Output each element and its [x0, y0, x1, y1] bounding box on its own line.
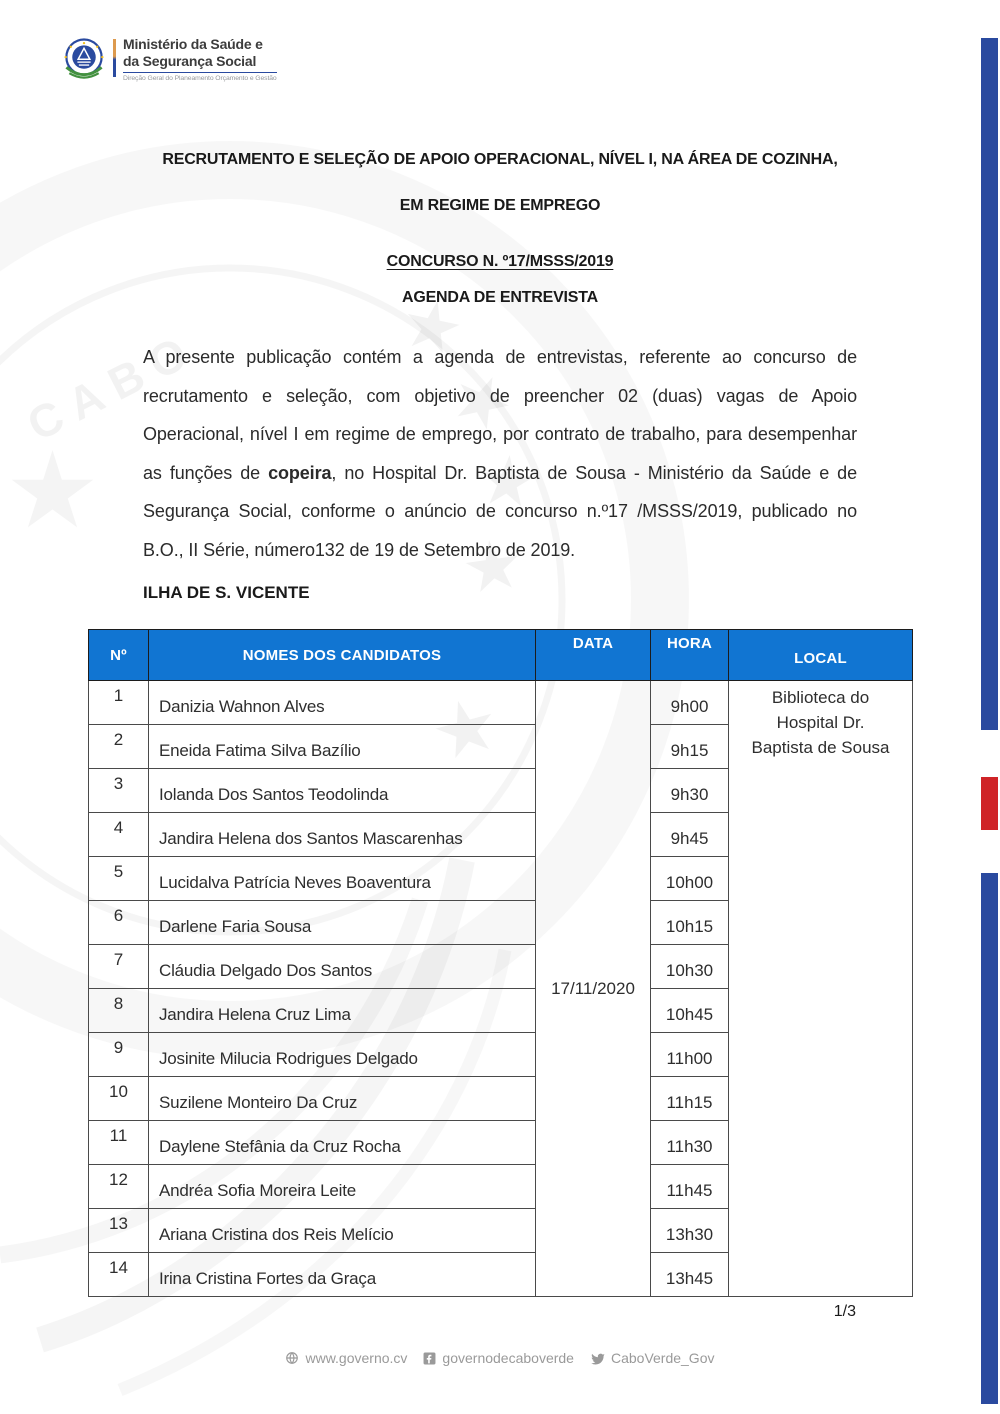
twitter-bird-icon: [590, 1351, 605, 1366]
agenda-title: AGENDA DE ENTREVISTA: [401, 289, 599, 306]
hora-value: 10h15: [651, 901, 729, 945]
accent-bar-blue-top: [981, 38, 998, 730]
department-name: Direção Geral do Planeamento Orçamento e Gestão: [123, 72, 277, 82]
globe-icon: [285, 1351, 299, 1365]
row-number: 5: [89, 857, 149, 901]
accent-bar-red: [981, 777, 998, 830]
hora-value: 11h00: [651, 1033, 729, 1077]
col-header-local: LOCAL: [729, 630, 913, 681]
row-number: 2: [89, 725, 149, 769]
col-header-date: DATA: [536, 630, 651, 681]
logo-divider: [113, 39, 116, 77]
hora-value: 11h45: [651, 1165, 729, 1209]
candidate-name: Josinite Milucia Rodrigues Delgado: [149, 1033, 536, 1077]
candidate-name: Jandira Helena Cruz Lima: [149, 989, 536, 1033]
ministry-name-line1: Ministério da Saúde e: [123, 36, 263, 52]
candidate-name: Cláudia Delgado Dos Santos: [149, 945, 536, 989]
col-header-hour: HORA: [651, 630, 729, 681]
local-line: Biblioteca do: [771, 688, 870, 707]
hora-value: 11h15: [651, 1077, 729, 1121]
row-number: 9: [89, 1033, 149, 1077]
row-number: 8: [89, 989, 149, 1033]
candidate-name: Suzilene Monteiro Da Cruz: [149, 1077, 536, 1121]
hora-value: 9h15: [651, 725, 729, 769]
local-cell: [729, 681, 913, 1297]
accent-bar-blue-bottom: [981, 873, 998, 1404]
date-cell: 17/11/2020: [536, 681, 651, 1297]
twitter-item: [590, 1350, 715, 1366]
coat-of-arms-icon: [62, 36, 106, 84]
row-number: 6: [89, 901, 149, 945]
col-header-number: Nº: [89, 630, 149, 681]
row-number: 11: [89, 1121, 149, 1165]
row-number: 10: [89, 1077, 149, 1121]
section-heading: ILHA DE S. VICENTE: [143, 583, 310, 602]
hora-value: 10h30: [651, 945, 729, 989]
hora-value: 9h30: [651, 769, 729, 813]
candidates-tbody: [89, 681, 913, 1297]
facebook-icon: [423, 1352, 436, 1365]
table-row: [89, 681, 913, 725]
row-number: 12: [89, 1165, 149, 1209]
intro-text-before: A presente publicação contém a agenda de entrevistas, referente ao concurso de recrutamento e seleção, com objetivo de preencher 02 (duas) vagas de Apoio Operacional, nível I em regime de emprego, por contrato de trabalho, para desempenhar as funções de: [143, 347, 857, 483]
website-text: www.governo.cv: [305, 1350, 408, 1366]
row-number: 4: [89, 813, 149, 857]
candidate-name: Iolanda Dos Santos Teodolinda: [149, 769, 536, 813]
row-number: 14: [89, 1253, 149, 1297]
local-line: Baptista de Sousa: [751, 738, 890, 757]
row-number: 13: [89, 1209, 149, 1253]
local-line: Hospital Dr.: [776, 713, 865, 732]
facebook-item: [423, 1350, 574, 1366]
candidate-name: Ariana Cristina dos Reis Melício: [149, 1209, 536, 1253]
doc-title-line2: EM REGIME DE EMPREGO: [399, 197, 601, 214]
table-header-row: [89, 630, 913, 681]
row-number: 3: [89, 769, 149, 813]
candidate-name: Eneida Fatima Silva Bazílio: [149, 725, 536, 769]
candidate-name: Lucidalva Patrícia Neves Boaventura: [149, 857, 536, 901]
hora-value: 9h45: [651, 813, 729, 857]
hora-value: 10h45: [651, 989, 729, 1033]
intro-paragraph: [143, 338, 857, 569]
intro-text-after: , no Hospital Dr. Baptista de Sousa - Ministério da Saúde e de Segurança Social, conforme o anúncio de concurso n.º17 /MSSS/2019, publicado no B.O., II Série, número132 de 19 de Setembro de 2019.: [143, 462, 857, 560]
twitter-text: CaboVerde_Gov: [610, 1350, 715, 1366]
footer-social: [0, 1350, 1000, 1366]
candidate-name: Darlene Faria Sousa: [149, 901, 536, 945]
row-number: 7: [89, 945, 149, 989]
contest-number: CONCURSO N. º17/MSSS/2019: [386, 253, 614, 270]
facebook-text: governodecaboverde: [442, 1350, 574, 1366]
candidate-name: Irina Cristina Fortes da Graça: [149, 1253, 536, 1297]
ministry-logo: [62, 36, 277, 84]
ministry-name-line2: da Segurança Social: [123, 52, 257, 69]
candidate-name: Andréa Sofia Moreira Leite: [149, 1165, 536, 1209]
svg-text:CABO: CABO: [18, 321, 206, 451]
website-item: [285, 1350, 407, 1366]
doc-title-line1: RECRUTAMENTO E SELEÇÃO DE APOIO OPERACIONAL, NÍVEL I, NA ÁREA DE COZINHA,: [162, 151, 838, 168]
hora-value: 11h30: [651, 1121, 729, 1165]
candidates-table: [88, 629, 913, 1297]
candidate-name: Jandira Helena dos Santos Mascarenhas: [149, 813, 536, 857]
hora-value: 13h45: [651, 1253, 729, 1297]
page-number: 1/3: [833, 1303, 856, 1320]
candidate-name: Danizia Wahnon Alves: [149, 681, 536, 725]
hora-value: 9h00: [651, 681, 729, 725]
row-number: 1: [89, 681, 149, 725]
col-header-names: NOMES DOS CANDIDATOS: [149, 630, 536, 681]
intro-text-bold: copeira: [268, 462, 332, 483]
candidate-name: Daylene Stefânia da Cruz Rocha: [149, 1121, 536, 1165]
hora-value: 13h30: [651, 1209, 729, 1253]
hora-value: 10h00: [651, 857, 729, 901]
